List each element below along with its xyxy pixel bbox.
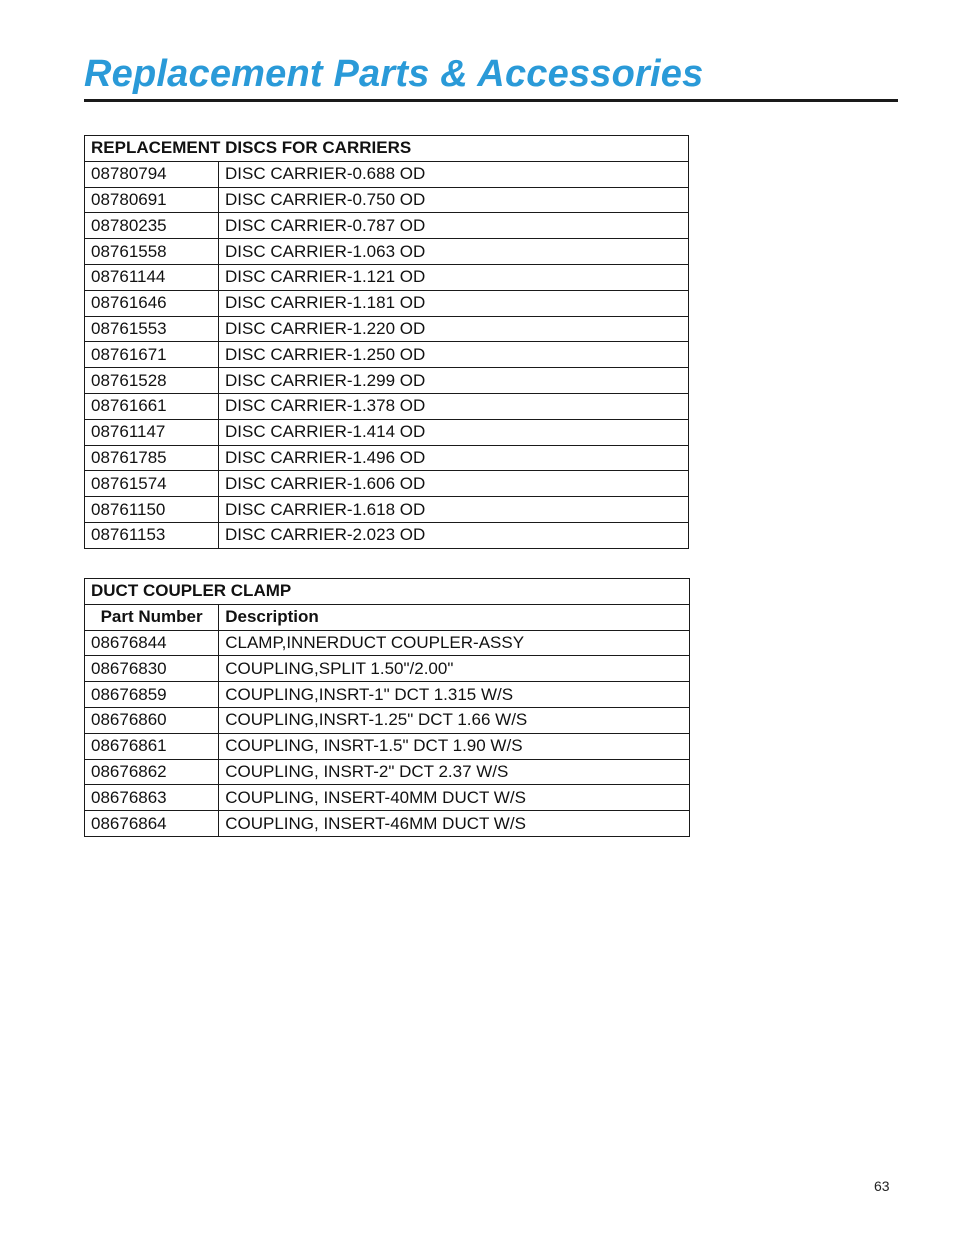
table-column-header-row	[85, 604, 690, 630]
part-number-column-header: Part Number	[85, 604, 219, 630]
title-divider	[84, 99, 898, 102]
table-section-header	[85, 136, 689, 162]
table-row	[85, 656, 690, 682]
description-cell: DISC CARRIER-1.496 OD	[219, 445, 689, 471]
table-section-header	[85, 579, 690, 605]
table-row	[85, 187, 689, 213]
description-cell: DISC CARRIER-1.299 OD	[219, 368, 689, 394]
description-cell: COUPLING,INSRT-1" DCT 1.315 W/S	[219, 682, 690, 708]
table-row	[85, 290, 689, 316]
table-row	[85, 630, 690, 656]
table-row	[85, 785, 690, 811]
part-number-cell: 08676830	[85, 656, 219, 682]
part-number-cell: 08676862	[85, 759, 219, 785]
part-number-cell: 08761661	[85, 393, 219, 419]
table-row	[85, 497, 689, 523]
part-number-cell: 08761671	[85, 342, 219, 368]
table-row	[85, 471, 689, 497]
table-row	[85, 419, 689, 445]
description-cell: DISC CARRIER-0.750 OD	[219, 187, 689, 213]
part-number-cell: 08761147	[85, 419, 219, 445]
table-row	[85, 213, 689, 239]
part-number-cell: 08676864	[85, 811, 219, 837]
table-row	[85, 368, 689, 394]
part-number-cell: 08676844	[85, 630, 219, 656]
description-cell: DISC CARRIER-1.606 OD	[219, 471, 689, 497]
description-cell: COUPLING,INSRT-1.25" DCT 1.66 W/S	[219, 707, 690, 733]
description-cell: COUPLING,SPLIT 1.50"/2.00"	[219, 656, 690, 682]
table-row	[85, 161, 689, 187]
part-number-cell: 08761553	[85, 316, 219, 342]
description-cell: COUPLING, INSERT-40MM DUCT W/S	[219, 785, 690, 811]
table-row	[85, 811, 690, 837]
table-row	[85, 707, 690, 733]
table-row	[85, 445, 689, 471]
table-row	[85, 733, 690, 759]
duct-coupler-clamp-table	[84, 578, 690, 837]
description-cell: DISC CARRIER-1.181 OD	[219, 290, 689, 316]
part-number-cell: 08761144	[85, 264, 219, 290]
description-cell: DISC CARRIER-1.618 OD	[219, 497, 689, 523]
description-cell: COUPLING, INSRT-1.5" DCT 1.90 W/S	[219, 733, 690, 759]
replacement-discs-table	[84, 135, 689, 549]
part-number-cell: 08780235	[85, 213, 219, 239]
part-number-cell: 08761558	[85, 239, 219, 265]
part-number-cell: 08761153	[85, 522, 219, 548]
part-number-cell: 08676861	[85, 733, 219, 759]
part-number-cell: 08780691	[85, 187, 219, 213]
part-number-cell: 08676863	[85, 785, 219, 811]
part-number-cell: 08780794	[85, 161, 219, 187]
table-row	[85, 682, 690, 708]
description-cell: DISC CARRIER-1.121 OD	[219, 264, 689, 290]
description-cell: COUPLING, INSERT-46MM DUCT W/S	[219, 811, 690, 837]
part-number-cell: 08761646	[85, 290, 219, 316]
table-row	[85, 522, 689, 548]
description-cell: DISC CARRIER-1.220 OD	[219, 316, 689, 342]
description-cell: CLAMP,INNERDUCT COUPLER-ASSY	[219, 630, 690, 656]
description-cell: COUPLING, INSRT-2" DCT 2.37 W/S	[219, 759, 690, 785]
table-row	[85, 264, 689, 290]
part-number-cell: 08761528	[85, 368, 219, 394]
description-cell: DISC CARRIER-1.414 OD	[219, 419, 689, 445]
table-row	[85, 316, 689, 342]
duct-coupler-clamp-heading: DUCT COUPLER CLAMP	[85, 579, 690, 605]
part-number-cell: 08676860	[85, 707, 219, 733]
table-row	[85, 342, 689, 368]
description-column-header: Description	[219, 604, 690, 630]
table-row	[85, 759, 690, 785]
page-number: 63	[874, 1178, 890, 1194]
description-cell: DISC CARRIER-1.378 OD	[219, 393, 689, 419]
description-cell: DISC CARRIER-2.023 OD	[219, 522, 689, 548]
table-row	[85, 239, 689, 265]
page-title: Replacement Parts & Accessories	[84, 53, 704, 95]
table-row	[85, 393, 689, 419]
part-number-cell: 08761150	[85, 497, 219, 523]
part-number-cell: 08676859	[85, 682, 219, 708]
part-number-cell: 08761785	[85, 445, 219, 471]
description-cell: DISC CARRIER-0.688 OD	[219, 161, 689, 187]
part-number-cell: 08761574	[85, 471, 219, 497]
description-cell: DISC CARRIER-0.787 OD	[219, 213, 689, 239]
replacement-discs-heading: REPLACEMENT DISCS FOR CARRIERS	[85, 136, 689, 162]
description-cell: DISC CARRIER-1.250 OD	[219, 342, 689, 368]
description-cell: DISC CARRIER-1.063 OD	[219, 239, 689, 265]
